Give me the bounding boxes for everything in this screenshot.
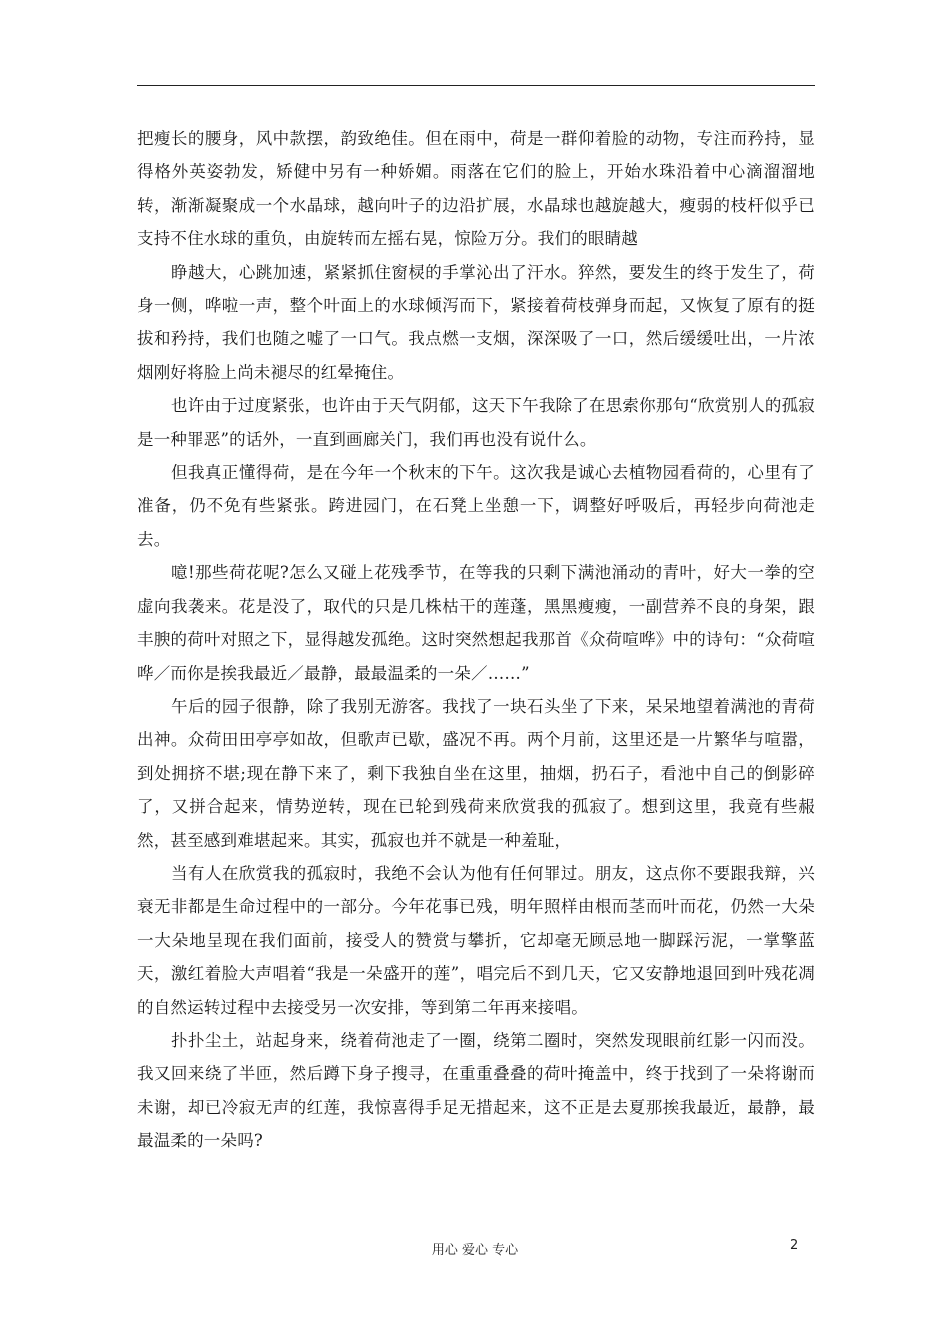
page-number: 2 [790, 1238, 799, 1253]
paragraph-7: 当有人在欣赏我的孤寂时，我绝不会认为他有任何罪过。朋友，这点你不要跟我辩，兴衰无非都是生命过程中的一部分。今年花事已残，明年照样由根而茎而叶而花，仍然一大朵一大朵地呈现在我们面前，接受人的赞赏与攀折，它却毫无顾忌地一脚踩污泥，一掌擎蓝天，激红着脸大声唱着“我是一朵盛开的莲”，唱完后不到几天，它又安静地退回到叶残花凋的自然运转过程中去接受另一次安排，等到第二年再来接唱。 [137, 863, 815, 1017]
paragraph-8: 扑扑尘土，站起身来，绕着荷池走了一圈，绕第二圈时，突然发现眼前红影一闪而没。我又回来绕了半匝，然后蹲下身子搜寻，在重重叠叠的荷叶掩盖中，终于找到了一朵将谢而未谢，却已冷寂无声的红莲，我惊喜得手足无措起来，这不正是去夏那挨我最近，最静，最最温柔的一朵吗? [137, 1030, 815, 1151]
paragraph-4: 但我真正懂得荷，是在今年一个秋末的下午。这次我是诚心去植物园看荷的，心里有了准备，仍不免有些紧张。跨进园门，在石凳上坐憩一下，调整好呼吸后，再轻步向荷池走去。 [137, 463, 815, 549]
document-body [137, 122, 815, 1158]
paragraph-5: 噫!那些荷花呢?怎么又碰上花残季节，在等我的只剩下满池涌动的青叶，好大一拳的空虚向我袭来。花是没了，取代的只是几株枯干的莲蓬，黑黑瘦瘦，一副营养不良的身架，跟丰腴的荷叶对照之下，显得越发孤绝。这时突然想起我那首《众荷喧哗》中的诗句：“众荷喧哗／而你是挨我最近／最静，最最温柔的一朵／……” [137, 563, 815, 683]
paragraph-3: 也许由于过度紧张，也许由于天气阴郁，这天下午我除了在思索你那句“欣赏别人的孤寂是一种罪恶”的话外，一直到画廊关门，我们再也没有说什么。 [137, 396, 815, 449]
footer-motto: 用心 爱心 专心 [431, 1243, 519, 1258]
paragraph-1: 把瘦长的腰身，风中款摆，韵致绝佳。但在雨中，荷是一群仰着脸的动物，专注而矜持，显得格外英姿勃发，矫健中另有一种娇媚。雨落在它们的脸上，开始水珠沿着中心滴溜溜地转，渐渐凝聚成一个水晶球，越向叶子的边沿扩展，水晶球也越旋越大，瘦弱的枝杆似乎已支持不住水球的重负，由旋转而左摇右晃，惊险万分。我们的眼睛越 [137, 129, 815, 249]
paragraph-6: 午后的园子很静，除了我别无游客。我找了一块石头坐了下来，呆呆地望着满池的青荷出神。众荷田田亭亭如故，但歌声已歇，盛况不再。两个月前，这里还是一片繁华与喧嚣，到处拥挤不堪;现在静下来了，剩下我独自坐在这里，抽烟，扔石子，看池中自己的倒影碎了，又拼合起来，情势逆转，现在已轮到残荷来欣赏我的孤寂了。想到这里，我竟有些赧然，甚至感到难堪起来。其实，孤寂也并不就是一种羞耻， [137, 696, 815, 850]
header-rule [137, 85, 815, 86]
paragraph-2: 睁越大，心跳加速，紧紧抓住窗棂的手掌沁出了汗水。猝然，要发生的终于发生了，荷身一侧，哗啦一声，整个叶面上的水球倾泻而下，紧接着荷枝弹身而起，又恢复了原有的挺拔和矜持，我们也随之嘘了一口气。我点燃一支烟，深深吸了一口，然后缓缓吐出，一片浓烟刚好将脸上尚未褪尽的红晕掩住。 [137, 262, 815, 382]
